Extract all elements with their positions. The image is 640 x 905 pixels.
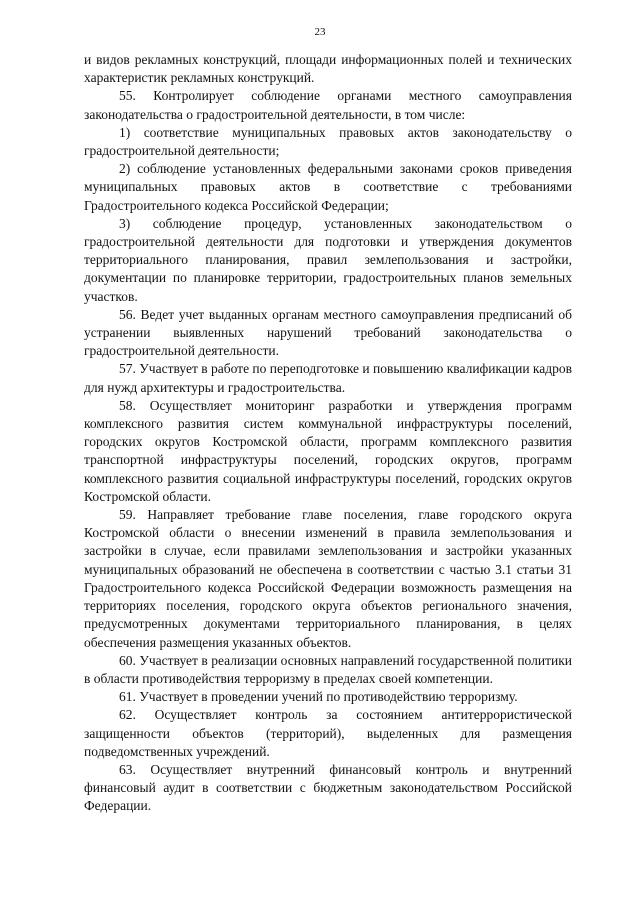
paragraph: 56. Ведет учет выданных органам местного самоуправления предписаний об устранении выявленных нарушений требований законодательства о градостроительной деятельности. bbox=[84, 306, 572, 359]
paragraph: 58. Осуществляет мониторинг разработки и утверждения программ комплексного развития систем коммунальной инфраструктуры поселений, городских округов Костромской области, программ комплексного развития транспортной инфраструктуры поселений, городских округов, программ комплексного развития социальной инфраструктуры поселений, городских округов Костромской области. bbox=[84, 397, 572, 504]
document-body bbox=[84, 51, 572, 816]
paragraph: 3) соблюдение процедур, установленных законодательством о градостроительной деятельности для подготовки и утверждения документов территориального планирования, правил землепользования и застройки, документации по планировке территории, градостроительных планов земельных участков. bbox=[84, 215, 572, 304]
paragraph: 60. Участвует в реализации основных направлений государственной политики в области противодействия терроризму в пределах своей компетенции. bbox=[84, 652, 572, 686]
paragraph: 62. Осуществляет контроль за состоянием антитеррористической защищенности объектов (территорий), выделенных для размещения подведомственных учреждений. bbox=[84, 707, 572, 759]
paragraph: 55. Контролирует соблюдение органами местного самоуправления законодательства о градостроительной деятельности, в том числе: bbox=[84, 88, 572, 122]
paragraph: 59. Направляет требование главе поселения, главе городского округа Костромской области о внесении изменений в правила землепользования и застройки в случае, если правилами землепользования и застройки указанных муниципальных образований не обеспечена в соответствии с частью 3.1 статьи 31 Градостроительного кодекса Российской Федерации возможность размещения на территориях поселения, городского округа объектов регионального значения, предусмотренных документами территориального планирования, в целях обеспечения размещения указанных объектов. bbox=[84, 507, 572, 650]
paragraph: 2) соблюдение установленных федеральными законами сроков приведения муниципальных правовых актов в соответствие с требованиями Градостроительного кодекса Российской Федерации; bbox=[84, 161, 572, 213]
paragraph: 63. Осуществляет внутренний финансовый контроль и внутренний финансовый аудит в соответствии с бюджетным законодательством Российской Федерации. bbox=[84, 761, 572, 814]
paragraph: и видов рекламных конструкций, площади информационных полей и технических характеристик рекламных конструкций. bbox=[84, 52, 572, 86]
page-number: 23 bbox=[314, 26, 326, 38]
paragraph: 57. Участвует в работе по переподготовке и повышению квалификации кадров для нужд архитектуры и градостроительства. bbox=[84, 361, 573, 395]
paragraph: 61. Участвует в проведении учений по противодействию терроризму. bbox=[119, 689, 518, 705]
paragraph: 1) соответствие муниципальных правовых актов законодательству о градостроительной деятельности; bbox=[84, 124, 572, 159]
